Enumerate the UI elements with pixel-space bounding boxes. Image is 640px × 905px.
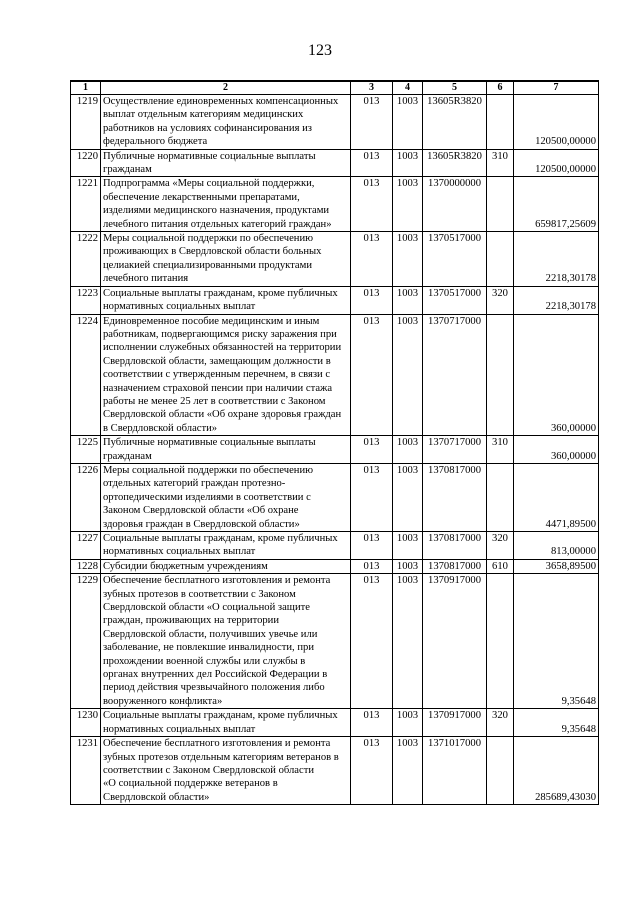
table-row (71, 463, 599, 531)
row-name-line: работникам, подвергающимся риску заражения при (103, 328, 337, 340)
amount: 659817,25609 (514, 177, 599, 232)
table-row (71, 232, 599, 287)
table-row (71, 95, 599, 150)
amount: 3658,89500 (514, 559, 599, 573)
row-name-line: выплат отдельным категориям медицинских (103, 109, 304, 121)
table-row (71, 314, 599, 436)
expense-type-code: 610 (487, 559, 514, 573)
row-number: 1220 (71, 149, 101, 177)
table-row (71, 559, 599, 573)
row-name-line: Подпрограмма «Меры социальной поддержки, (103, 178, 315, 190)
expense-type-code: 320 (487, 532, 514, 560)
header-row (71, 81, 599, 95)
target-article-code: 1370917000 (423, 574, 487, 709)
ministry-code: 013 (351, 436, 393, 464)
ministry-code: 013 (351, 95, 393, 150)
column-header: 7 (514, 81, 599, 95)
row-name-line: обеспечение лекарственными препаратами, (103, 191, 300, 203)
target-article-code: 1370717000 (423, 436, 487, 464)
row-name-line: изделиями медицинского назначения, продуктами (103, 205, 330, 217)
amount: 2218,30178 (514, 232, 599, 287)
section-code: 1003 (393, 286, 423, 314)
row-name-line: Публичные нормативные социальные выплаты (103, 150, 316, 162)
expense-type-code (487, 95, 514, 150)
section-code: 1003 (393, 559, 423, 573)
section-code: 1003 (393, 232, 423, 287)
ministry-code: 013 (351, 709, 393, 737)
target-article-code: 13605R3820 (423, 95, 487, 150)
expense-type-code (487, 463, 514, 531)
row-name-line: нормативных социальных выплат (103, 301, 256, 313)
column-header: 3 (351, 81, 393, 95)
row-name (101, 463, 351, 531)
expense-type-code: 310 (487, 149, 514, 177)
row-name-line: гражданам (103, 450, 152, 462)
row-name-line: работы не менее 25 лет в соответствии с Законом (103, 395, 326, 407)
table-row (71, 149, 599, 177)
row-name-line: зубных протезов отдельным категориям ветеранов в (103, 751, 339, 763)
row-name-line: лечебного питания отдельных категорий граждан» (103, 218, 332, 230)
row-number: 1226 (71, 463, 101, 531)
ministry-code: 013 (351, 286, 393, 314)
row-name (101, 709, 351, 737)
target-article-code: 1370000000 (423, 177, 487, 232)
ministry-code: 013 (351, 574, 393, 709)
target-article-code: 13605R3820 (423, 149, 487, 177)
ministry-code: 013 (351, 463, 393, 531)
row-name-line: исполнении служебных обязанностей на территории (103, 342, 342, 354)
section-code: 1003 (393, 532, 423, 560)
row-name-line: Свердловской области, замещающим должности в (103, 355, 331, 367)
row-name-line: Законом Свердловской области «Об охране (103, 505, 299, 517)
row-number: 1229 (71, 574, 101, 709)
amount: 2218,30178 (514, 286, 599, 314)
page-number: 123 (308, 42, 332, 59)
amount: 4471,89500 (514, 463, 599, 531)
row-name-line: нормативных социальных выплат (103, 546, 256, 558)
row-name-line: период действия чрезвычайного положения либо (103, 682, 325, 694)
row-number: 1224 (71, 314, 101, 436)
row-name-line: Единовременное пособие медицинским и иным (103, 315, 320, 327)
row-name-line: органах внутренних дел Российской Федерации в (103, 669, 328, 681)
row-number: 1223 (71, 286, 101, 314)
row-name-line: здоровья граждан в Свердловской области» (103, 518, 300, 530)
row-number: 1228 (71, 559, 101, 573)
ministry-code: 013 (351, 532, 393, 560)
table-row (71, 286, 599, 314)
row-name-line: целиакией специализированными продуктами (103, 259, 313, 271)
row-number: 1222 (71, 232, 101, 287)
row-name-line: Осуществление единовременных компенсационных (103, 96, 339, 107)
section-code: 1003 (393, 149, 423, 177)
row-name (101, 532, 351, 560)
row-name (101, 232, 351, 287)
expense-type-code (487, 574, 514, 709)
row-name (101, 286, 351, 314)
row-number: 1231 (71, 737, 101, 805)
row-name-line: назначением страховой пенсии при наличии стажа (103, 382, 333, 394)
row-name-line: соответствии с утвержденным перечнем, в связи с (103, 369, 331, 381)
table-row (71, 177, 599, 232)
amount: 285689,43030 (514, 737, 599, 805)
ministry-code: 013 (351, 149, 393, 177)
row-name-line: Меры социальной поддержки по обеспечению (103, 464, 314, 476)
row-name-line: Социальные выплаты гражданам, кроме публичных (103, 287, 338, 299)
table-row (71, 532, 599, 560)
row-name-line: ортопедическими изделиями в соответствии с (103, 491, 311, 503)
column-header: 1 (71, 81, 101, 95)
row-name-line: Субсидии бюджетным учреждениям (103, 560, 268, 572)
row-name-line: Обеспечение бесплатного изготовления и ремонта (103, 738, 331, 750)
row-name-line: зубных протезов в соответствии с Законом (103, 588, 296, 600)
table-row (71, 436, 599, 464)
target-article-code: 1370817000 (423, 463, 487, 531)
row-name-line: работников на условиях софинансирования из (103, 122, 312, 134)
target-article-code: 1370717000 (423, 314, 487, 436)
expense-type-code: 320 (487, 286, 514, 314)
row-name-line: заболевание, не повлекшие инвалидности, при (103, 642, 314, 654)
table-body (71, 95, 599, 805)
column-header: 5 (423, 81, 487, 95)
row-name (101, 574, 351, 709)
expense-type-code (487, 314, 514, 436)
amount: 120500,00000 (514, 95, 599, 150)
row-name-line: гражданам (103, 164, 152, 176)
amount: 360,00000 (514, 314, 599, 436)
row-number: 1219 (71, 95, 101, 150)
table-row (71, 574, 599, 709)
amount: 120500,00000 (514, 149, 599, 177)
amount: 813,00000 (514, 532, 599, 560)
target-article-code: 1370917000 (423, 709, 487, 737)
row-name (101, 149, 351, 177)
expense-type-code (487, 232, 514, 287)
section-code: 1003 (393, 463, 423, 531)
row-name (101, 314, 351, 436)
row-name-line: Меры социальной поддержки по обеспечению (103, 233, 314, 245)
row-name-line: Свердловской области» (103, 791, 210, 803)
row-name-line: соответствии с Законом Свердловской области (103, 764, 315, 776)
ministry-code: 013 (351, 177, 393, 232)
row-number: 1227 (71, 532, 101, 560)
row-name (101, 177, 351, 232)
expense-type-code (487, 737, 514, 805)
target-article-code: 1371017000 (423, 737, 487, 805)
expense-type-code: 320 (487, 709, 514, 737)
section-code: 1003 (393, 314, 423, 436)
row-number: 1225 (71, 436, 101, 464)
expense-type-code (487, 177, 514, 232)
expense-type-code: 310 (487, 436, 514, 464)
target-article-code: 1370517000 (423, 286, 487, 314)
row-name-line: Публичные нормативные социальные выплаты (103, 437, 316, 449)
section-code: 1003 (393, 95, 423, 150)
amount: 9,35648 (514, 574, 599, 709)
ministry-code: 013 (351, 737, 393, 805)
row-name (101, 95, 351, 150)
target-article-code: 1370517000 (423, 232, 487, 287)
target-article-code: 1370817000 (423, 559, 487, 573)
row-name-line: Свердловской области, получивших увечье или (103, 628, 318, 640)
row-name-line: лечебного питания (103, 273, 189, 285)
section-code: 1003 (393, 574, 423, 709)
column-header: 2 (101, 81, 351, 95)
row-name-line: Социальные выплаты гражданам, кроме публичных (103, 533, 338, 544)
row-name-line: Социальные выплаты гражданам, кроме публичных (103, 710, 338, 722)
ministry-code: 013 (351, 232, 393, 287)
row-name (101, 559, 351, 573)
amount: 360,00000 (514, 436, 599, 464)
row-name-line: вооруженного конфликта» (103, 695, 223, 707)
column-header: 6 (487, 81, 514, 95)
row-name-line: граждан, проживающих на территории (103, 615, 279, 627)
section-code: 1003 (393, 709, 423, 737)
section-code: 1003 (393, 737, 423, 805)
row-name-line: в Свердловской области» (103, 422, 218, 434)
row-name-line: Обеспечение бесплатного изготовления и ремонта (103, 575, 331, 587)
amount: 9,35648 (514, 709, 599, 737)
row-name-line: проживающих в Свердловской области больных (103, 246, 322, 258)
row-name-line: Свердловской области «О социальной защите (103, 602, 310, 614)
ministry-code: 013 (351, 559, 393, 573)
row-name-line: прохождении военной службы или службы в (103, 655, 306, 667)
section-code: 1003 (393, 177, 423, 232)
budget-table (70, 80, 599, 805)
row-number: 1230 (71, 709, 101, 737)
section-code: 1003 (393, 436, 423, 464)
row-name (101, 436, 351, 464)
row-name-line: Свердловской области «Об охране здоровья граждан (103, 409, 342, 421)
table-row (71, 709, 599, 737)
row-name-line: федерального бюджета (103, 136, 208, 148)
row-name-line: отдельных категорий граждан протезно- (103, 478, 286, 490)
row-number: 1221 (71, 177, 101, 232)
ministry-code: 013 (351, 314, 393, 436)
column-header: 4 (393, 81, 423, 95)
table-row (71, 737, 599, 805)
row-name-line: нормативных социальных выплат (103, 723, 256, 735)
target-article-code: 1370817000 (423, 532, 487, 560)
row-name-line: «О социальной поддержке ветеранов в (103, 778, 278, 790)
row-name (101, 737, 351, 805)
